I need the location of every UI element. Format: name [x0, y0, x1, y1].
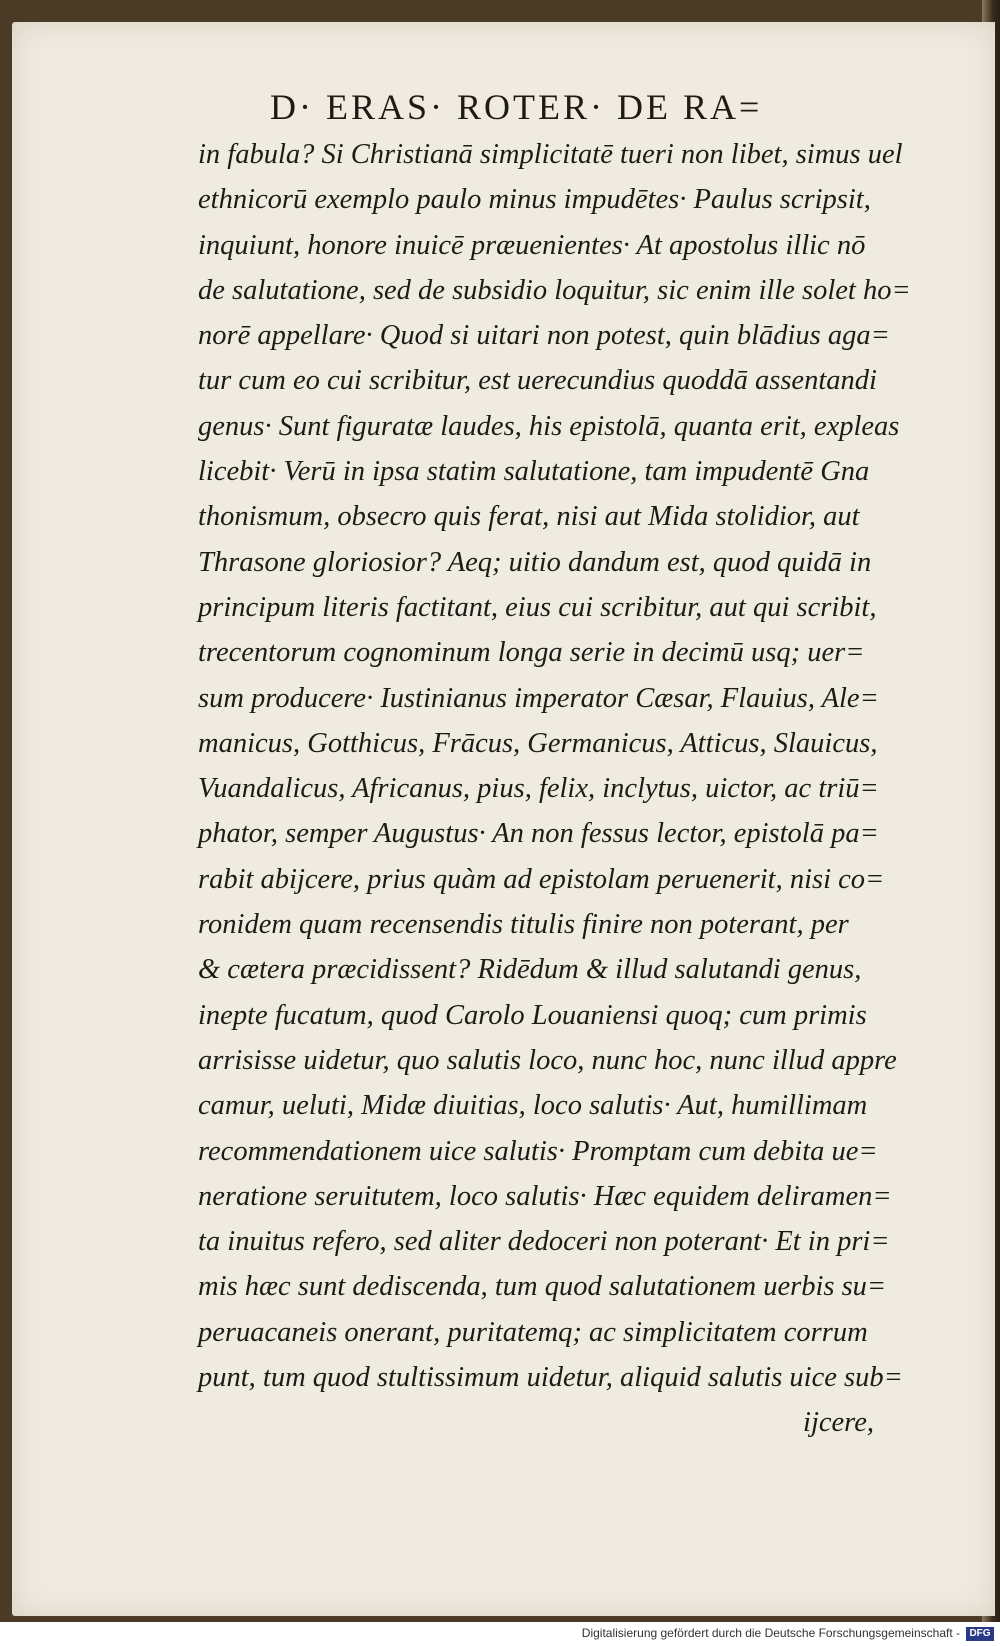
text-line: punt, tum quod stultissimum uidetur, aliquid salutis uice sub= — [198, 1362, 903, 1394]
text-line: in fabula? Si Christianā simplicitatē tueri non libet, simus uel — [198, 139, 903, 170]
text-line: & cætera præcidissent? Ridēdum & illud salutandi genus, — [198, 954, 862, 986]
footer-bar — [0, 1622, 1000, 1646]
text-line: camur, ueluti, Midæ diuitias, loco salutis· Aut, humillimam — [198, 1090, 868, 1122]
text-line: ethnicorū exemplo paulo minus impudētes· Paulus scripsit, — [198, 184, 871, 216]
text-line: ronidem quam recensendis titulis finire non poterant, per — [198, 909, 849, 941]
text-line: inepte fucatum, quod Carolo Louaniensi quoq; cum primis — [198, 999, 867, 1031]
text-line: Vuandalicus, Africanus, pius, felix, inclytus, uictor, ac triū= — [198, 773, 879, 805]
text-line: thonismum, obsecro quis ferat, nisi aut Mida stolidior, aut — [198, 501, 860, 533]
text-line: Thrasone gloriosior? Aeq; uitio dandum est, quod quidā in — [198, 546, 872, 578]
text-line: norē appellare· Quod si uitari non potest, quin blādius aga= — [198, 320, 890, 352]
text-line: inquiunt, honore inuicē præuenientes· At apostolus illic nō — [198, 229, 866, 261]
text-line: ta inuitus refero, sed aliter dedoceri non poterant· Et in pri= — [198, 1226, 890, 1258]
text-line: genus· Sunt figuratæ laudes, his epistolā, quanta erit, expleas — [198, 410, 900, 442]
text-line: arrisisse uidetur, quo salutis loco, nunc hoc, nunc illud appre — [198, 1044, 897, 1076]
page-body-text — [198, 132, 938, 1446]
text-line: manicus, Gotthicus, Frācus, Germanicus, Atticus, Slauicus, — [198, 727, 878, 759]
dfg-logo: DFG — [966, 1627, 994, 1641]
text-line: de salutatione, sed de subsidio loquitur, sic enim ille solet ho= — [198, 274, 911, 306]
running-title: D· ERAS· ROTER· DE RA= — [270, 87, 763, 127]
text-line: sum producere· Iustinianus imperator Cæsar, Flauius, Ale= — [198, 682, 879, 714]
text-line: phator, semper Augustus· An non fessus lector, epistolā pa= — [198, 818, 879, 850]
text-line: licebit· Verū in ipsa statim salutatione, tam impudentē Gna — [198, 456, 870, 488]
text-line: trecentorum cognominum longa serie in decimū usq; uer= — [198, 637, 865, 669]
text-line: neratione seruitutem, loco salutis· Hæc equidem deliramen= — [198, 1180, 892, 1212]
text-line: recommendationem uice salutis· Promptam cum debita ue= — [198, 1135, 878, 1167]
text-line: mis hæc sunt dediscenda, tum quod salutationem uerbis su= — [198, 1271, 887, 1303]
catchword: ijcere, — [803, 1407, 874, 1439]
text-line: tur cum eo cui scribitur, est uerecundius quoddā assentandi — [198, 365, 877, 397]
text-line: peruacaneis onerant, puritatemq; ac simplicitatem corrum — [198, 1316, 868, 1348]
text-line: principum literis factitant, eius cui scribitur, aut qui scribit, — [198, 591, 877, 623]
funding-credit: Digitalisierung gefördert durch die Deutsche Forschungsgemeinschaft - — [581, 1626, 960, 1640]
text-line: rabit abijcere, prius quàm ad epistolam peruenerit, nisi co= — [198, 863, 885, 895]
